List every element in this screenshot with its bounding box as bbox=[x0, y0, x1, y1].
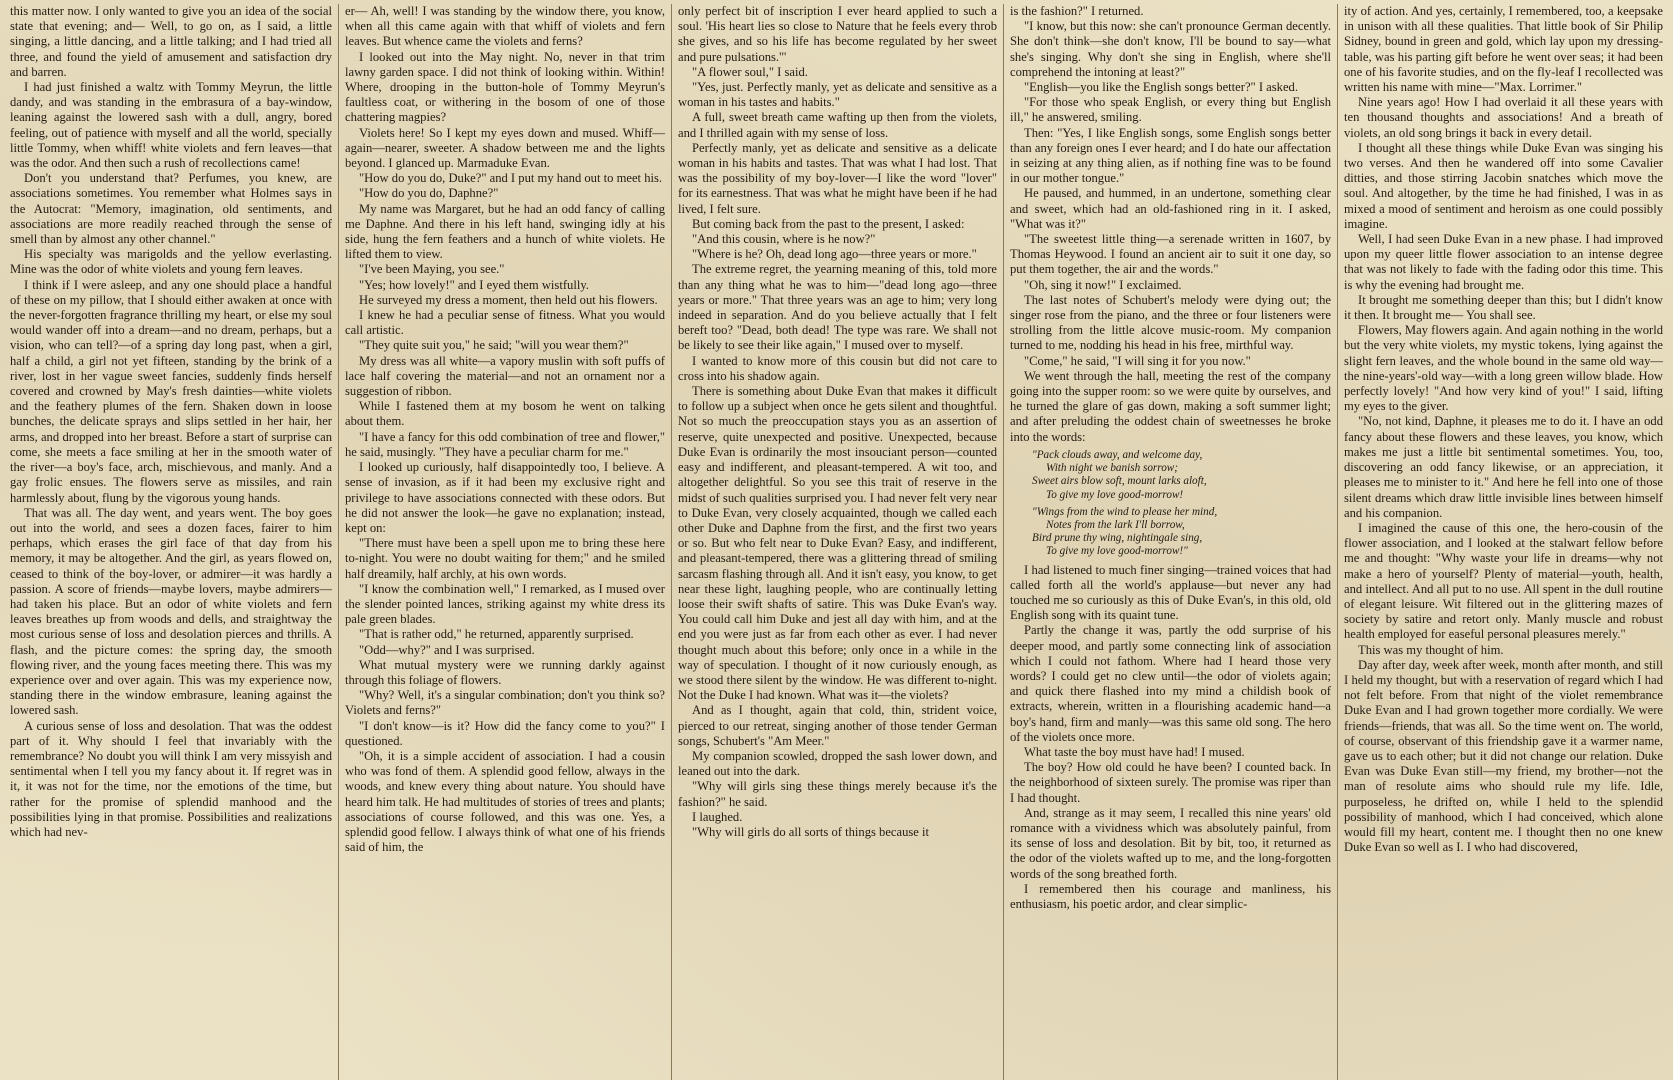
paragraph: There is something about Duke Evan that makes it difficult to follow up a subject when once he gets silent and thoughtful. Not so much the preoccupation stays you as an assertion of reserve, quite unexpected and positive. Unexpected, because Duke Evan is ordinarily the most insouciant person—counted easy and indifferent, and pleasant-tempered. A wit too, and altogether delightful. So you see this trait of reserve in the midst of such qualities surprised you. I had never felt very near to Duke Evan, very closely acquainted, though we called each other Duke and Daphne from the first, and the first two years or so. But who felt near to Duke Evan? Easy, and indifferent, and pleasant-tempered, there was a glittering thread of smiling sarcasm flashing through all. And it isn't easy, you know, to get near these light, laughing people, who are continually letting loose their swift shafts of satire. This was Duke Evan's way. You could call him Duke and jest all day with him, and at the end you were just as far from each other as ever. I had never thought much about this before; only once in a while in the way of speculation. I thought of it now curiously enough, as we stood there silent by the window. He was different to-night. Not the Duke I had known. What was it—the violets? bbox=[678, 384, 997, 703]
paragraph: He paused, and hummed, in an undertone, something clear and sweet, which had an old-fashioned ring in it. I asked, "What was it?" bbox=[1010, 186, 1331, 231]
paragraph: "Come," he said, "I will sing it for you now." bbox=[1024, 353, 1251, 368]
paragraph: "The sweetest little thing—a serenade written in 1607, by Thomas Heywood. I found an ancient air to suit it one day, so put them together, the air and the words." bbox=[1010, 232, 1331, 277]
paragraph: A full, sweet breath came wafting up then from the violets, and I thrilled again with my sense of loss. bbox=[678, 110, 997, 140]
paragraph: "Why? Well, it's a singular combination; don't you think so? Violets and ferns?" bbox=[345, 688, 665, 718]
column-4 bbox=[1004, 4, 1338, 1080]
paragraph: Don't you understand that? Perfumes, you knew, are associations sometimes. You remember what Holmes says in the Autocrat: "Memory, imagination, old sentiments, and associations are more readily reached through the sense of smell than by almost any other channel." bbox=[10, 171, 332, 247]
paragraph: The last notes of Schubert's melody were dying out; the singer rose from the piano, and the three or four listeners were strolling from the little alcove music-room. My companion turned to me, nodding his head in his free, mirthful way. bbox=[1010, 292, 1331, 353]
paragraph: "I don't know—is it? How did the fancy come to you?" I questioned. bbox=[345, 718, 665, 748]
paragraph: "For those who speak English, or every thing but English ill," he answered, smiling. bbox=[1010, 95, 1331, 125]
paragraph: "How do you do, Daphne?" bbox=[359, 186, 499, 201]
paragraph: I knew he had a peculiar sense of fitness. What you would call artistic. bbox=[345, 308, 665, 338]
verse-line: Bird prune thy wing, nightingale sing, bbox=[1032, 532, 1203, 545]
paragraph: The boy? How old could he have been? I counted back. In the neighborhood of sixteen surely. The promise was riper than I had thought. bbox=[1010, 760, 1331, 805]
paragraph: And, strange as it may seem, I recalled this nine years' old romance with a vividness which was absolutely painful, from its sense of loss and desolation. Bit by bit, too, it returned as the odor of the violets wafted up to me, and the long-forgotten words of the song breathed forth. bbox=[1010, 805, 1331, 881]
paragraph: "Where is he? Oh, dead long ago—three years or more." bbox=[692, 247, 977, 262]
paragraph: His specialty was marigolds and the yellow everlasting. Mine was the odor of white violets and young fern leaves. bbox=[10, 247, 332, 277]
paragraph: "I have a fancy for this odd combination of tree and flower," he said, musingly. "They have a peculiar charm for me." bbox=[345, 429, 665, 459]
paragraph: "How do you do, Duke?" and I put my hand out to meet his. bbox=[359, 171, 663, 186]
paragraph: I had listened to much finer singing—trained voices that had called forth all the world's applause—but never any had touched me so curiously as this of Duke Evan's, in this old, old English song with its quaint tune. bbox=[1010, 562, 1331, 623]
paragraph: That was all. The day went, and years went. The boy goes out into the world, and sees a dozen faces, fairer to him perhaps, which erases the girl face of that day from his memory, it may be altogether. And the girl, as years flowed on, ceased to think of the boy-lover, or admirer—it was hardly a passion. A score of friends—maybe lovers, maybe admirers—had taken his place. But an odor of white violets and fern leaves breathes up from woods and dells, and straightway the most curious sense of loss and desolation pierces and thrills. A flash, and the picture comes: the spring day, the smooth flowing river, and the young faces meeting there. This was my experience over and over again. This was my experience now, standing there in the window embrasure, leaning against the lowered sash. bbox=[10, 505, 332, 718]
paragraph: "That is rather odd," he returned, apparently surprised. bbox=[359, 627, 634, 642]
paragraph: I laughed. bbox=[692, 809, 743, 824]
paragraph: "I know, but this now: she can't pronounce German decently. She don't think—she don't know, I'll be bound to say—what she's singing. Why don't she sing in English, where she'll comprehend the intoning at least?" bbox=[1010, 19, 1331, 79]
verse-line: "Pack clouds away, and welcome day, bbox=[1032, 448, 1203, 461]
paragraph: He surveyed my dress a moment, then held out his flowers. bbox=[359, 292, 658, 307]
paragraph: "I know the combination well," I remarked, as I mused over the slender pointed lances, striking against my white dress its pale green blades. bbox=[345, 581, 665, 627]
paragraph: "There must have been a spell upon me to bring these here to-night. You were no doubt waiting for them;" and he smiled half dreamily, half archly, at his own words. bbox=[345, 536, 665, 581]
paragraph: I wanted to know more of this cousin but did not care to cross into his shadow again. bbox=[678, 353, 997, 383]
verse-line: To give my love good-morrow! bbox=[1046, 488, 1184, 501]
column-3 bbox=[672, 4, 1004, 1080]
paragraph: "Why will girls do all sorts of things because it bbox=[692, 824, 930, 839]
paragraph: I looked up curiously, half disappointedly too, I believe. A sense of invasion, as if it had been my exclusive right and privilege to have associations connected with these odors. But he did not answer the look—he gave no explanation; instead, kept on: bbox=[345, 460, 665, 535]
paragraph: "Oh, it is a simple accident of association. I had a cousin who was fond of them. A splendid good fellow, always in the woods, and knew every thing about nature. You should have heard him talk. He had multitudes of stories of trees and plants; associations of course followed, and this was one. Yes, a splendid good fellow. I always think of what one of his friends said of him, the bbox=[345, 748, 665, 855]
paragraph: My companion scowled, dropped the sash lower down, and leaned out into the dark. bbox=[678, 748, 997, 779]
paragraph: "Odd—why?" and I was surprised. bbox=[359, 642, 535, 657]
paragraph: We went through the hall, meeting the rest of the company going into the supper room: so we were quite by ourselves, and he turned the glare of gas down, making a soft summer light; and after preluding the oddest chain of sweetnesses he broke into the words: bbox=[1010, 368, 1331, 444]
verse-line: Sweet airs blow soft, mount larks aloft, bbox=[1032, 475, 1207, 488]
verse-line: With night we banish sorrow; bbox=[1046, 462, 1178, 475]
column-1 bbox=[4, 4, 339, 1080]
paragraph: "No, not kind, Daphne, it pleases me to do it. I have an odd fancy about these flowers and these leaves, you know, which makes me just a little bit sentimental sometimes. You, too, discovering an odd fancy likewise, or an appreciation, it pleases me to minister to it." And here he fell into one of those silent dreams which draw little invisible lines between himself and his companion. bbox=[1344, 414, 1663, 520]
paragraph: Well, I had seen Duke Evan in a new phase. I had improved upon my queer little flower association to an intense degree that was not likely to fade with the fading odor this time. This is why the evening had brought me. bbox=[1344, 232, 1663, 292]
paragraph: I looked out into the May night. No, never in that trim lawny garden space. I did not think of looking within. Within! Where, drooping in the button-hole of Tommy Meyrun's faultless coat, or withering in the bosom of one of those chattering magpies? bbox=[345, 49, 665, 125]
paragraph: "Yes, just. Perfectly manly, yet as delicate and sensitive as a woman in his tastes and habits." bbox=[678, 80, 997, 110]
paragraph: Then: "Yes, I like English songs, some English songs better than any foreign ones I ever heard; and I do hate our affectation in seizing at any thing alien, as if nothing fine was to be found in our mother tongue." bbox=[1010, 125, 1331, 186]
paragraph: this matter now. I only wanted to give you an idea of the social state that evening; and— Well, to go on, as I said, a little singing, a little dancing, and a little talking; and I had tried all three, and found the yield of amusement and satisfaction dry and barren. bbox=[10, 4, 332, 79]
paragraph: "I've been Maying, you see." bbox=[359, 262, 505, 277]
verse-line: To give my love good-morrow!" bbox=[1046, 545, 1188, 558]
paragraph: is the fashion?" I returned. bbox=[1010, 4, 1144, 18]
paragraph: A curious sense of loss and desolation. That was the oddest part of it. Why should I feel that invariably with the remembrance? No doubt you will think I am very missyish and sentimental when I tell you my fancy about it. If regret was in it, it was not for the time, nor the emotions of the time, but rather for the promise of splendid manhood and the possibilities lying in that promise. Possibilities and realizations which had nev- bbox=[10, 718, 332, 839]
paragraph: The extreme regret, the yearning meaning of this, told more than any thing what he was to him—"dead long ago—three years or more." That three years was an age to him; very long indeed in separation. And do you believe actually that I felt bereft too? "Dead, both dead! The type was rare. We shall not be likely to see their like again," I mused over to myself. bbox=[678, 262, 997, 353]
paragraph: I imagined the cause of this one, the hero-cousin of the flower association, and I looked at the stalwart fellow before me and thought: "Why waste your life in dreams—why not make a hero of yourself? Plenty of material—youth, health, and intellect. And all put to no use. All spent in the dull routine of elegant leisure. Wit filtered out in the glittering mazes of society by satire and retort only. Manly muscle and robust health employed for easeful personal pleasures merely." bbox=[1344, 520, 1663, 642]
paragraph: What mutual mystery were we running darkly against through this foliage of flowers. bbox=[345, 657, 665, 687]
verse-line: Notes from the lark I'll borrow, bbox=[1046, 518, 1185, 531]
paragraph: What taste the boy must have had! I mused. bbox=[1024, 744, 1245, 759]
paragraph: Violets here! So I kept my eyes down and mused. Whiff—again—nearer, sweeter. A shadow between me and the lights beyond. I glanced up. Marmaduke Evan. bbox=[345, 125, 665, 171]
paragraph: This was my thought of him. bbox=[1358, 642, 1504, 657]
paragraph: Day after day, week after week, month after month, and still I held my thought, but with a reservation of regard which I had not felt before. From that night of the violet remembrance Duke Evan and I had grown together more cordially. We were friends—friends, that was all. So the time went on. The world, of course, observant of this friendship gave it a warmer name, gave us to each other; but it did not change our relation. Duke Evan was Duke Evan still—my friend, my brother—not the man of resolute aims who should rule my life. Idle, purposeless, he drifted on, while I held to the splendid possibility of manhood, which I had conceived, which alone would fill my heart, content me. I thought then no one knew Duke Evan so well as I. I who had discovered, bbox=[1344, 657, 1663, 855]
paragraph: While I fastened them at my bosom he went on talking about them. bbox=[345, 399, 665, 429]
column-5 bbox=[1338, 4, 1669, 1080]
column-2 bbox=[339, 4, 672, 1080]
paragraph: "Why will girls sing these things merely because it's the fashion?" he said. bbox=[678, 779, 997, 809]
song-verse bbox=[1032, 449, 1331, 559]
paragraph: "And this cousin, where is he now?" bbox=[692, 232, 876, 247]
paragraph: "English—you like the English songs better?" I asked. bbox=[1024, 80, 1299, 95]
paragraph: And as I thought, again that cold, thin, strident voice, pierced to our retreat, singing another of those tender German songs, Schubert's "Am Meer." bbox=[678, 703, 997, 748]
paragraph: "Yes; how lovely!" and I eyed them wistfully. bbox=[359, 277, 589, 292]
paragraph: I thought all these things while Duke Evan was singing his two verses. And then he wandered off into some Cavalier ditties, and those stirring Jacobin snatches which move the soul. And altogether, by the time he had finished, I was in as mixed a mood of sentiment and heroism as one could possibly imagine. bbox=[1344, 140, 1663, 231]
paragraph: It brought me something deeper than this; but I didn't know it then. It brought me— You shall see. bbox=[1344, 292, 1663, 323]
paragraph: only perfect bit of inscription I ever heard applied to such a soul. 'His heart lies so close to Nature that he feels every throb she gives, and so his life has become regulated by her sweet and pure pulsations.'" bbox=[678, 4, 997, 64]
paragraph: ity of action. And yes, certainly, I remembered, too, a keepsake in unison with all these qualities. That little book of Sir Philip Sidney, bound in green and gold, which lay upon my dressing-table, was his parting gift before he went over seas; it had been one of his favorite studies, and on the fly-leaf I recollected was written his name with mine—"Max. Lorrimer." bbox=[1344, 4, 1663, 95]
paragraph: Nine years ago! How I had overlaid it all these years with ten thousand thoughts and associations! And a breath of violets, an old song brings it back in every detail. bbox=[1344, 95, 1663, 140]
paragraph: But coming back from the past to the present, I asked: bbox=[692, 216, 965, 231]
paragraph: Partly the change it was, partly the odd surprise of his deeper mood, and partly some connecting link of association which I could not fathom. Where had I heard those very words? I could get no clew until—the odor of violets again; and quick there flashed into my mind a childish book of extracts, wherein, written in a flourishing academic hand—a boy's hand, firm and manly—was this same old song. The hero of the violets once more. bbox=[1010, 623, 1331, 744]
paragraph: "They quite suit you," he said; "will you wear them?" bbox=[359, 338, 629, 353]
paragraph: I had just finished a waltz with Tommy Meyrun, the little dandy, and was standing in the embrasura of a bay-window, leaning against the lowered sash with a dull, angry, bored feeling, out of patience with myself and all the world, specially little Tommy, when whiff! white violets and fern leaves—that was the odor. And then such a rush of recollections came! bbox=[10, 80, 332, 171]
paragraph: Perfectly manly, yet as delicate and sensitive as a delicate woman in his habits and tastes. That was what I had lost. That was the possibility of my boy-lover—I like the word "lover" for its earnestness. That was what he might have been if he had lived, I felt sure. bbox=[678, 140, 997, 216]
paragraph: I think if I were asleep, and any one should place a handful of these on my pillow, that I should either awaken at once with the never-forgotten fragrance thrilling my heart, or else my soul would wander off into a dream—and no dream, perhaps, but a vision, who can tell?—of a spring day long past, when a girl, half a child, a girl not yet fifteen, standing by the brink of a river, lost in her vague sweet fancies, suddenly finds herself covered and crowned by May's fresh dainties—white violets and the feathery plumes of the fern. Shaken down in loose bunches, the delicate sprays and slips settled in her hair, her arms, and dropped into her breast. Before a start of surprise can come, she meets a face smiling at her in the smooth water of the river—a boy's face, arch, mischievous, and manly. And a gay frolic ensues. The flowers serve as missiles, and rain harmlessly about, flung by the vigorous young hands. bbox=[10, 277, 332, 505]
verse-line: "Wings from the wind to please her mind, bbox=[1032, 505, 1218, 518]
paragraph: er— Ah, well! I was standing by the window there, you know, when all this came again with that whiff of violets and fern leaves. But whence came the violets and ferns? bbox=[345, 4, 665, 49]
paragraph: "A flower soul," I said. bbox=[692, 64, 808, 79]
paragraph: My name was Margaret, but he had an odd fancy of calling me Daphne. And there in his left hand, swinging idly at his side, hung the fern feathers and a hunch of white violets. He lifted them to view. bbox=[345, 201, 665, 262]
paragraph: "Oh, sing it now!" I exclaimed. bbox=[1024, 277, 1182, 292]
paragraph: My dress was all white—a vapory muslin with soft puffs of lace half covering the material—and not an ornament nor a suggestion of ribbon. bbox=[345, 353, 665, 399]
paragraph: I remembered then his courage and manliness, his enthusiasm, his poetic ardor, and clear simplic- bbox=[1010, 881, 1331, 911]
paragraph: Flowers, May flowers again. And again nothing in the world but the very white violets, my mystic tokens, lying against the slight fern leaves, and the whole bound in the same old way—the nine-years'-old way—with a long green willow blade. How perfectly lovely! "And how very kind of you!" I said, lifting my eyes to the giver. bbox=[1344, 323, 1663, 414]
